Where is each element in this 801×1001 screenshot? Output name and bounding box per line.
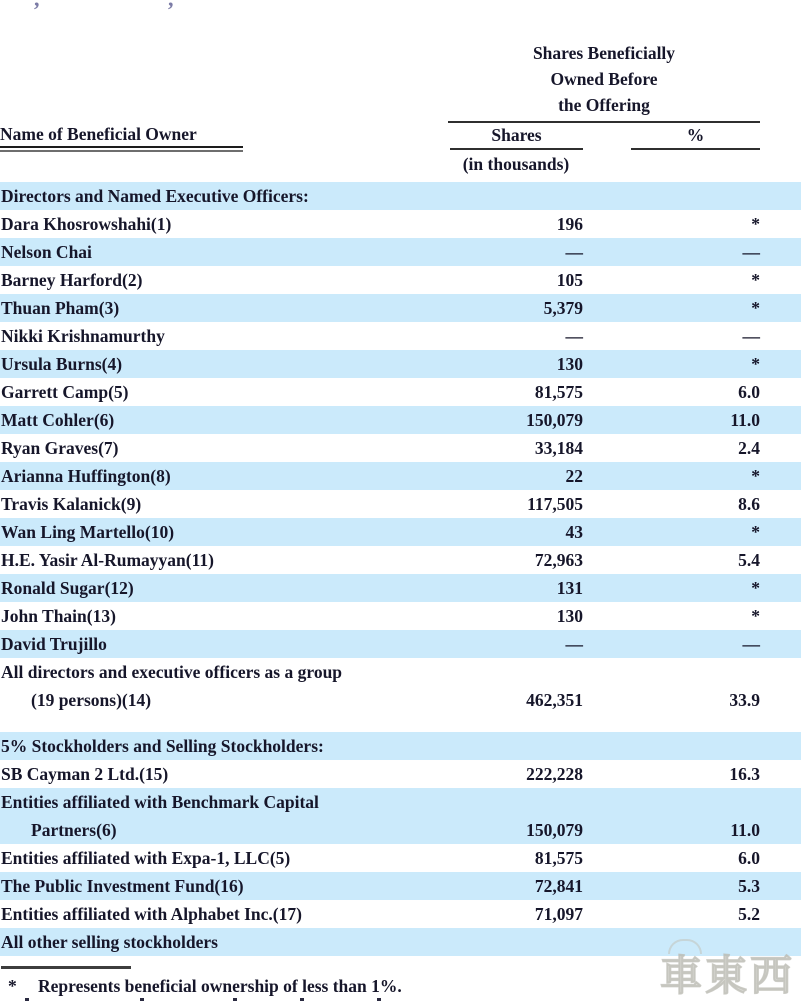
owner-name-cell: Entities affiliated with Benchmark Capital Partners(6) — [1, 792, 319, 840]
table-row — [0, 630, 801, 658]
table-row — [0, 462, 801, 490]
table-row — [0, 602, 801, 630]
cutoff-text-bottom — [0, 997, 560, 1001]
owner-name-cell: Arianna Huffington(8) — [1, 466, 171, 486]
section-title-row — [0, 182, 801, 210]
table-row — [0, 294, 801, 322]
table-row — [0, 238, 801, 266]
table-row — [0, 760, 801, 788]
shares-cell: — — [565, 326, 583, 346]
table-section — [0, 732, 801, 956]
group-header-line: the Offering — [558, 95, 650, 115]
name-column-header-label: Name of Beneficial Owner — [0, 124, 197, 144]
shares-cell: 131 — [556, 578, 583, 598]
percent-cell: 5.4 — [738, 550, 760, 570]
percent-cell: 6.0 — [738, 848, 760, 868]
owner-name-cell: Ryan Graves(7) — [1, 438, 119, 458]
percent-cell: * — [751, 298, 760, 318]
shares-cell: 150,079 — [526, 820, 583, 840]
group-header-line: Owned Before — [550, 69, 658, 89]
shares-cell: — — [565, 242, 583, 262]
percent-cell: 5.3 — [738, 876, 760, 896]
percent-cell: — — [742, 634, 760, 654]
group-header-line: Shares Beneficially — [532, 43, 676, 63]
shares-cell: 105 — [556, 270, 583, 290]
table-row — [0, 406, 801, 434]
shares-cell: 72,963 — [534, 550, 583, 570]
shares-cell: 117,505 — [527, 494, 583, 514]
percent-cell: 8.6 — [738, 494, 760, 514]
name-column-header — [0, 123, 243, 152]
percent-cell: — — [742, 242, 760, 262]
table-row — [0, 322, 801, 350]
owner-name-cell: John Thain(13) — [1, 606, 116, 626]
shares-cell: 130 — [556, 606, 583, 626]
shares-cell: 222,228 — [526, 764, 583, 784]
owner-name-cell: Wan Ling Martello(10) — [1, 522, 175, 542]
owner-name-cell: SB Cayman 2 Ltd.(15) — [1, 764, 169, 784]
table-body — [0, 182, 801, 956]
percent-cell: 5.2 — [738, 904, 760, 924]
shares-cell: 130 — [556, 354, 583, 374]
shares-cell: 81,575 — [534, 382, 583, 402]
owner-name-cell: David Trujillo — [1, 634, 107, 654]
percent-cell: 33.9 — [729, 690, 760, 710]
shares-cell: 81,575 — [534, 848, 583, 868]
percent-cell: * — [751, 270, 760, 290]
shares-cell: 22 — [565, 466, 583, 486]
table-row — [0, 350, 801, 378]
shares-cell: 71,097 — [534, 904, 583, 924]
owner-name-cell: Entities affiliated with Expa-1, LLC(5) — [1, 848, 291, 868]
owner-name-cell: H.E. Yasir Al-Rumayyan(11) — [1, 550, 214, 570]
owner-name-cell: Barney Harford(2) — [1, 270, 143, 290]
percent-cell: * — [751, 354, 760, 374]
table-row — [0, 788, 801, 844]
table-row — [0, 434, 801, 462]
percent-cell: 2.4 — [738, 438, 760, 458]
owner-name-cell: All other selling stockholders — [1, 932, 218, 952]
owner-name-cell: Dara Khosrowshahi(1) — [1, 214, 172, 234]
percent-column-header — [631, 124, 760, 150]
group-column-header — [448, 40, 760, 123]
shares-column-header-label: Shares — [491, 125, 542, 145]
footnote-divider — [1, 966, 131, 969]
shares-units-label: (in thousands) — [462, 154, 570, 174]
watermark-logo — [660, 953, 795, 1001]
table-row — [0, 574, 801, 602]
percent-cell: * — [751, 578, 760, 598]
section-title: 5% Stockholders and Selling Stockholders: — [1, 736, 324, 756]
shares-cell: 72,841 — [534, 876, 583, 896]
percent-cell: 11.0 — [730, 410, 760, 430]
table-row — [0, 844, 801, 872]
shares-cell: 150,079 — [526, 410, 583, 430]
owner-name-cell: The Public Investment Fund(16) — [1, 876, 244, 896]
percent-cell: 11.0 — [730, 820, 760, 840]
table-row — [0, 210, 801, 238]
owner-name-cell: Ronald Sugar(12) — [1, 578, 134, 598]
percent-cell: — — [742, 326, 760, 346]
percent-cell: * — [751, 606, 760, 626]
table-row — [0, 658, 801, 714]
table-row — [0, 266, 801, 294]
percent-cell: * — [751, 466, 760, 486]
owner-name-cell: Entities affiliated with Alphabet Inc.(17) — [1, 904, 302, 924]
owner-name-cell: Nelson Chai — [1, 242, 92, 262]
table-row — [0, 546, 801, 574]
shares-cell: — — [565, 634, 583, 654]
watermark-text: 車東西 — [659, 954, 795, 1000]
table-row — [0, 518, 801, 546]
owner-name-cell: Garrett Camp(5) — [1, 382, 129, 402]
owner-name-cell: All directors and executive officers as a group (19 persons)(14) — [1, 662, 343, 710]
shares-cell: 43 — [565, 522, 583, 542]
table-row — [0, 872, 801, 900]
section-title-row — [0, 732, 801, 760]
shares-column-header — [450, 124, 583, 150]
section-title: Directors and Named Executive Officers: — [1, 186, 309, 206]
footnote-marker: * — [8, 976, 17, 996]
shares-cell: 5,379 — [543, 298, 583, 318]
owner-name-cell: Travis Kalanick(9) — [1, 494, 142, 514]
percent-cell: * — [751, 522, 760, 542]
percent-cell: * — [751, 214, 760, 234]
owner-name-cell: Nikki Krishnamurthy — [1, 326, 165, 346]
percent-column-header-label: % — [686, 125, 705, 145]
owner-name-cell: Matt Cohler(6) — [1, 410, 115, 430]
shares-cell: 33,184 — [534, 438, 583, 458]
percent-cell: 6.0 — [738, 382, 760, 402]
footnote-text: Represents beneficial ownership of less than 1%. — [38, 976, 402, 996]
owner-name-cell: Ursula Burns(4) — [1, 354, 123, 374]
table-row — [0, 378, 801, 406]
owner-name-cell: Thuan Pham(3) — [1, 298, 120, 318]
table-section — [0, 182, 801, 714]
table-row — [0, 900, 801, 928]
table-row — [0, 490, 801, 518]
shares-cell: 462,351 — [526, 690, 583, 710]
table-header — [0, 0, 801, 182]
header-rule — [0, 150, 243, 153]
percent-cell: 16.3 — [729, 764, 760, 784]
shares-cell: 196 — [556, 214, 583, 234]
header-rule — [0, 146, 243, 148]
